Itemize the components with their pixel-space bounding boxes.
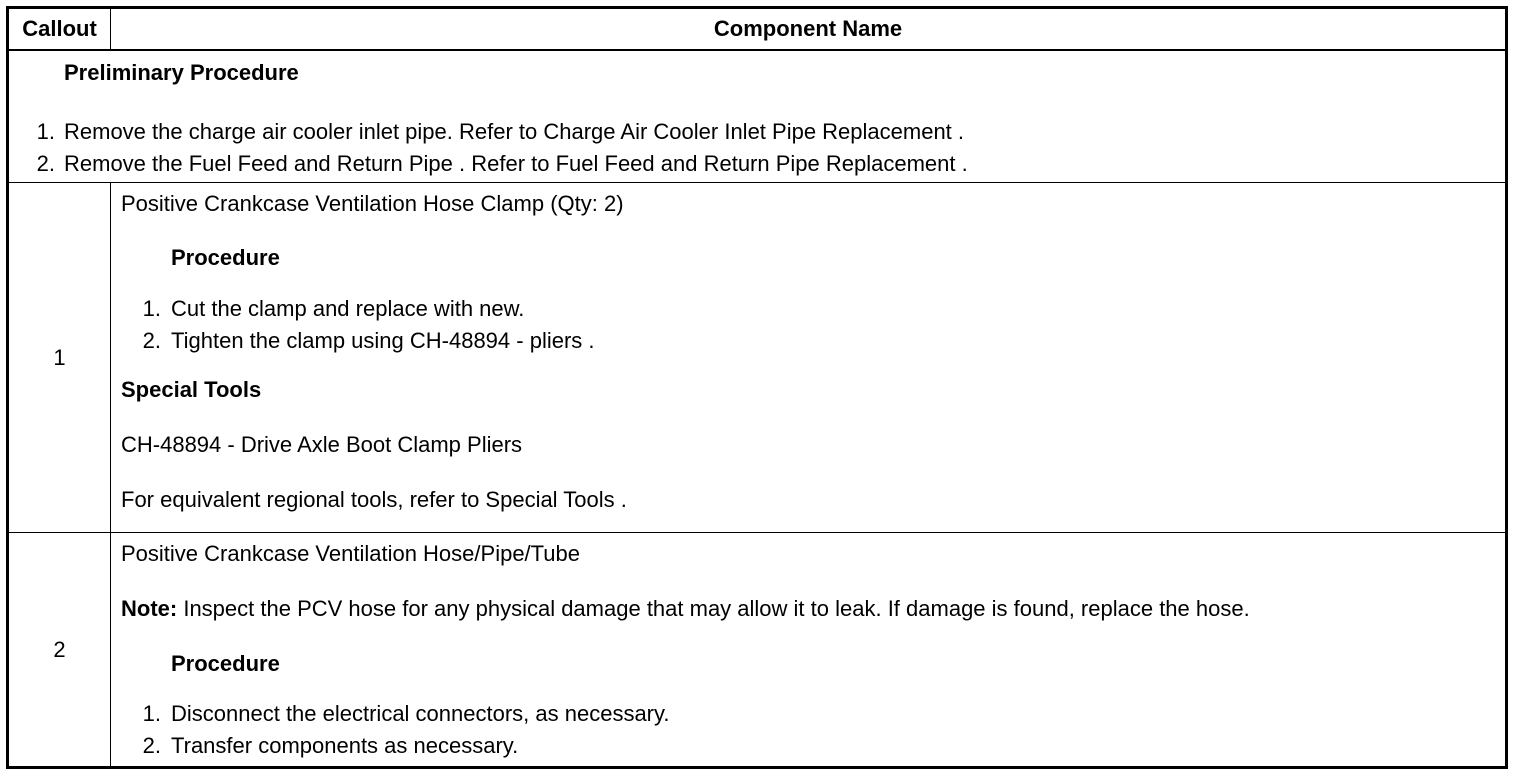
tools-note: For equivalent regional tools, refer to Special Tools . xyxy=(121,487,627,512)
table-row xyxy=(8,533,1507,768)
step-text: Remove the Fuel Feed and Return Pipe . Refer to Fuel Feed and Return Pipe Replacement . xyxy=(64,151,968,176)
list-item xyxy=(121,730,1495,762)
step-text: Disconnect the electrical connectors, as necessary. xyxy=(171,701,670,726)
step-number: 1. xyxy=(36,119,55,144)
preliminary-steps xyxy=(9,116,1505,182)
step-text: Cut the clamp and replace with new. xyxy=(171,296,525,321)
component-name: Positive Crankcase Ventilation Hose/Pipe/Tube xyxy=(121,541,580,566)
note xyxy=(121,598,1495,620)
special-tools-title: Special Tools xyxy=(121,377,262,402)
note-text: Inspect the PCV hose for any physical damage that may allow it to leak. If damage is found, replace the hose. xyxy=(177,596,1250,621)
step-number: 2. xyxy=(36,151,55,176)
preliminary-title: Preliminary Procedure xyxy=(64,60,299,85)
component-name-header: Component Name xyxy=(111,8,1507,51)
component-cell xyxy=(111,193,1505,511)
callout-cell: 2 xyxy=(8,533,111,768)
table-row xyxy=(8,183,1507,533)
component-table xyxy=(6,6,1508,769)
list-item xyxy=(121,325,1495,357)
component-name: Positive Crankcase Ventilation Hose Clamp (Qty: 2) xyxy=(121,191,624,216)
step-number: 2. xyxy=(142,733,161,758)
step-number: 2. xyxy=(142,328,161,353)
preliminary-procedure xyxy=(9,51,1505,182)
table-header-row xyxy=(8,8,1507,51)
list-item xyxy=(121,293,1495,325)
list-item xyxy=(121,698,1495,730)
component-cell xyxy=(111,543,1505,762)
step-text: Tighten the clamp using CH-48894 - pliers . xyxy=(171,328,595,353)
step-text: Remove the charge air cooler inlet pipe. Refer to Charge Air Cooler Inlet Pipe Replacement . xyxy=(64,119,965,144)
procedure-steps xyxy=(121,698,1495,762)
list-item xyxy=(9,116,1505,148)
step-number: 1. xyxy=(142,701,161,726)
note-label: Note: xyxy=(121,596,178,621)
special-tool: CH-48894 - Drive Axle Boot Clamp Pliers xyxy=(121,432,523,457)
procedure-title: Procedure xyxy=(171,245,280,270)
list-item xyxy=(9,148,1505,180)
step-number: 1. xyxy=(142,296,161,321)
callout-cell: 1 xyxy=(8,183,111,533)
preliminary-row xyxy=(8,50,1507,183)
callout-header: Callout xyxy=(8,8,111,51)
procedure-title: Procedure xyxy=(171,651,280,676)
step-text: Transfer components as necessary. xyxy=(171,733,519,758)
procedure-steps xyxy=(121,293,1495,357)
